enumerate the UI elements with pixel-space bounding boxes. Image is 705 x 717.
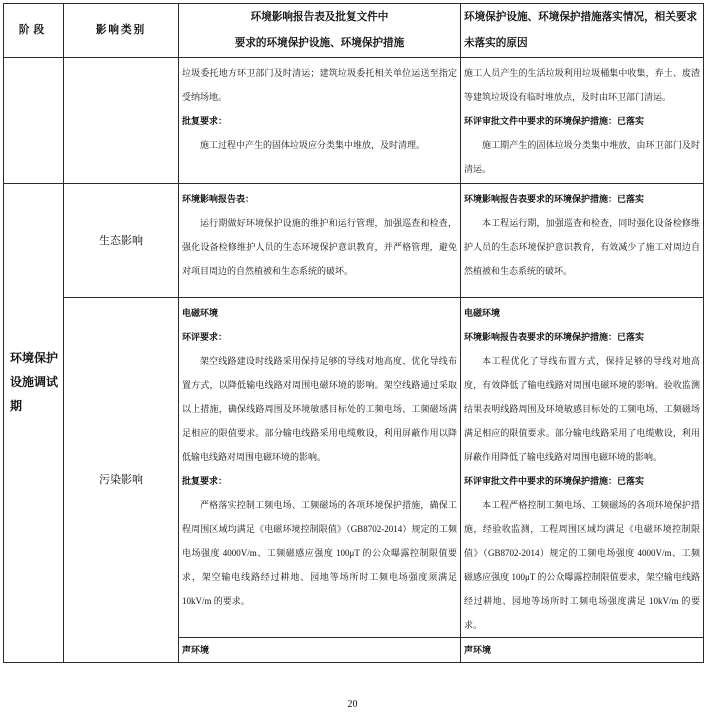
header-implementation-line-2: 未落实的原因 (464, 37, 528, 49)
implementation-text: 本工程优化了导线布置方式，保持足够的导线对地高度，有效降低了输电线路对周围电磁环境的影响。验收监测结果表明线路周围及环境敏感目标处的工频电场、工频磁场满足相应的限值要求。部分输电线路采用了电缆敷设，利用屏蔽作用降低了输电线路对周围电磁环境的影响。 (464, 356, 700, 462)
implementation-text: 施工人员产生的生活垃圾利用垃圾桶集中收集，弃土、废渣等建筑垃圾设有临时堆放点，及时由环卫部门清运。 (464, 68, 700, 102)
stage-label: 环境保护设施调试期 (4, 184, 64, 663)
requirement-text: 运行期做好环境保护设施的维护和运行管理，加强巡查和检查，强化设备检修维护人员的生态环境保护意识教育，并严格管理，避免对项目周边的自然植被和生态系统的破坏。 (182, 218, 457, 276)
category-cell-empty (64, 58, 179, 184)
environmental-protection-table (3, 3, 704, 663)
requirements-cell (179, 298, 461, 638)
header-requirements (179, 4, 461, 58)
table-row-ecology (4, 184, 704, 298)
requirement-text: 架空线路建设时线路采用保持足够的导线对地高度、优化导线布置方式，以降低输电线路对周围电磁环境的影响。架空线路通过采取以上措施，确保线路周围及环境敏感目标处的工频电场、工频磁场满足相应的限值要求。部分输电线路采用电缆敷设，利用屏蔽作用以降低输电线路对周围电磁环境的影响。 (182, 356, 457, 462)
requirement-heading: 批复要求： (182, 476, 228, 486)
requirement-text: 施工过程中产生的固体垃圾应分类集中堆放，及时清理。 (200, 140, 426, 150)
requirement-heading: 声环境 (182, 645, 210, 655)
implementation-text: 施工期产生的固体垃圾分类集中堆放，由环卫部门及时清运。 (464, 140, 700, 174)
requirement-heading: 环评要求： (182, 332, 228, 342)
implementation-text: 本工程运行期，加强巡查和检查，同时强化设备检修维护人员的生态环境保护意识教育，有效减少了施工对周边自然植被和生态系统的破坏。 (464, 218, 700, 276)
header-requirements-line-2: 要求的环境保护设施、环境保护措施 (234, 37, 405, 49)
requirement-heading: 电磁环境 (182, 308, 219, 318)
implementation-heading: 电磁环境 (464, 308, 501, 318)
requirement-heading: 批复要求： (182, 116, 228, 126)
implementation-heading: 环境影响报告表要求的环境保护措施：已落实 (464, 194, 645, 204)
implementation-heading: 声环境 (464, 645, 492, 655)
page-number: 20 (347, 699, 358, 710)
category-ecology: 生态影响 (64, 184, 179, 298)
header-implementation-line-1: 环境保护设施、环境保护措施落实情况，相关要求 (464, 11, 698, 23)
header-implementation (461, 4, 704, 58)
requirement-text: 严格落实控制工频电场、工频磁场的各项环境保护措施，确保工程周围区域均满足《电磁环境控制限值》（GB8702-2014）规定的工频电场强度 4000V/m、工频磁感应强度 100μT 的公众曝露控制限值要求，架空输电线路经过耕地、园地等场所时工频电场强度须满足 10kV/m 的要求。 (182, 500, 457, 606)
implementation-cell (461, 58, 704, 184)
stage-cell-empty (4, 58, 64, 184)
implementation-cell (461, 184, 704, 298)
implementation-heading: 环境影响报告表要求的环境保护措施：已落实 (464, 332, 645, 342)
implementation-cell (461, 298, 704, 638)
header-requirements-line-1: 环境影响报告表及批复文件中 (250, 11, 389, 23)
implementation-heading: 环评审批文件中要求的环境保护措施：已落实 (464, 116, 645, 126)
implementation-heading: 环评审批文件中要求的环境保护措施：已落实 (464, 476, 645, 486)
implementation-cell (461, 638, 704, 663)
implementation-text: 本工程严格控制工频电场、工频磁场的各项环境保护措施，经验收监测，工程周围区域均满足《电磁环境控制限值》（GB8702-2014）规定的工频电场强度 4000V/m、工频磁感应强度 100μT 的公众曝露控制限值要求，架空输电线路经过耕地、园地等场所时工频电场强度满足 10kV/m 的要求。 (464, 500, 700, 630)
category-pollution: 污染影响 (64, 298, 179, 663)
table-row-solid-waste (4, 58, 704, 184)
header-stage: 阶段 (4, 4, 64, 58)
requirements-cell (179, 638, 461, 663)
requirements-cell (179, 58, 461, 184)
requirement-heading: 环境影响报告表： (182, 194, 255, 204)
requirement-text: 垃圾委托地方环卫部门及时清运；建筑垃圾委托相关单位运送至指定受纳场地。 (182, 68, 457, 102)
table-row-electromagnetic (4, 298, 704, 638)
requirements-cell (179, 184, 461, 298)
header-category: 影响类别 (64, 4, 179, 58)
table-header-row (4, 4, 704, 58)
